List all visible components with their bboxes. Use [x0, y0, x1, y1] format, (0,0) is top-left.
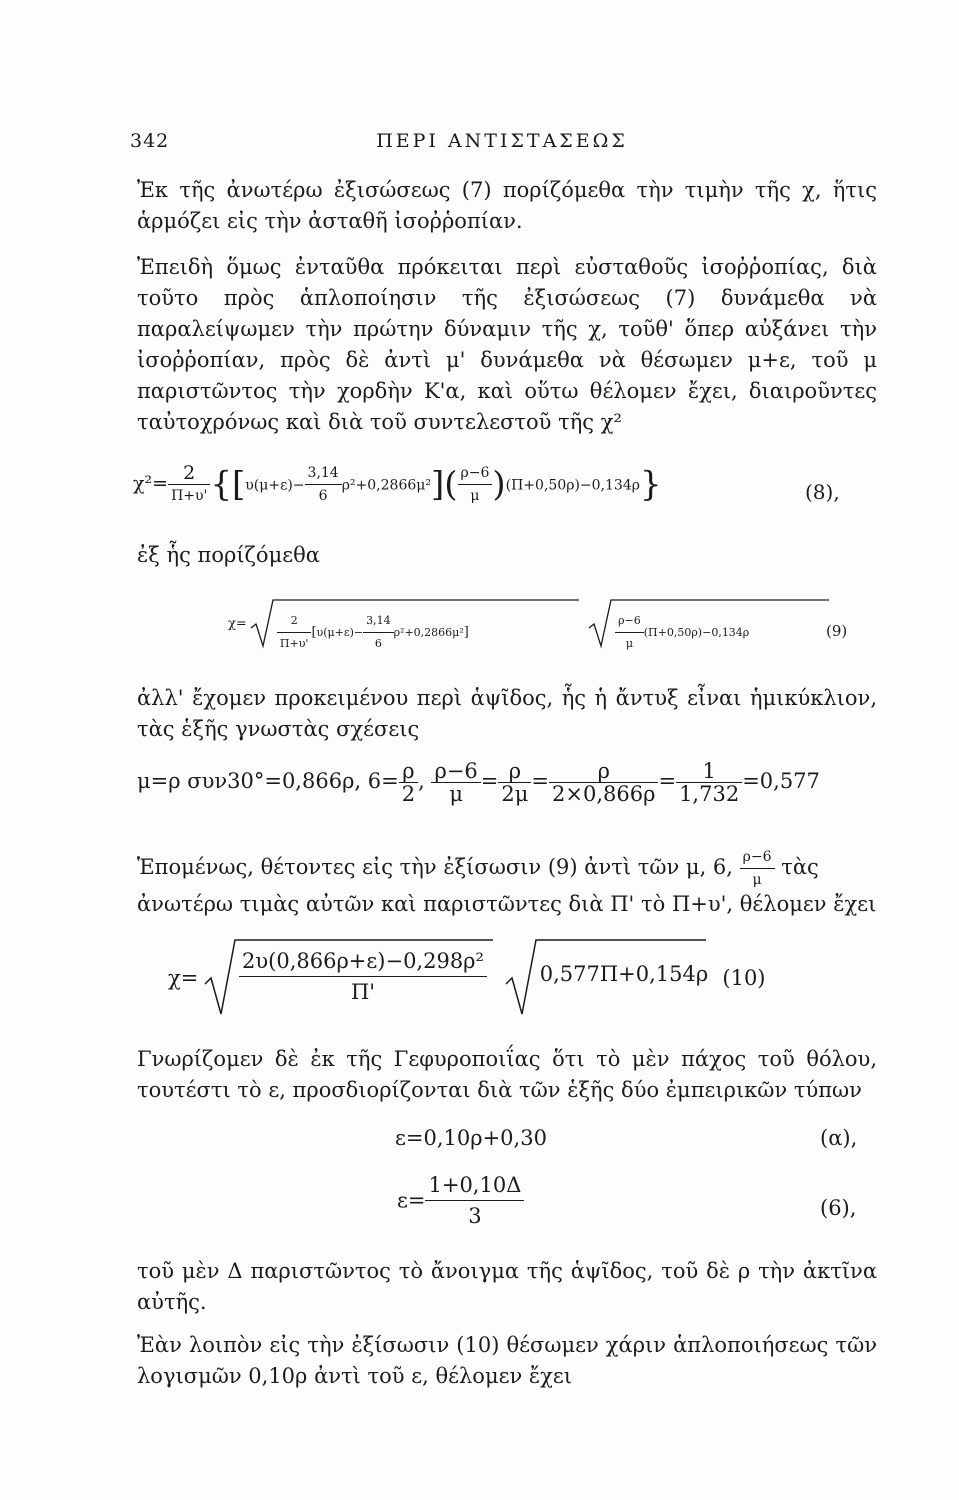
eq9-radical-1: $\frac{2}{\Pi+\upsilon'}$ [υ(μ+ε)− $\frac{3,14}{6}$ ρ²+0,2866μ²]: [251, 600, 579, 648]
rel-frac-u-num: 1: [676, 760, 742, 783]
eq9-part-3: (Π+0,50ρ)−0,134ρ: [643, 626, 750, 639]
page-number: 342: [130, 130, 170, 152]
eq10-frac-den: Π': [350, 980, 376, 1004]
eq9-frac-2-num: 3,14: [363, 610, 394, 633]
eq8-paren-close: ): [492, 464, 506, 505]
equation-8: [133, 462, 662, 507]
rel-frac-t: [549, 760, 658, 805]
p5-frac: [740, 846, 775, 891]
paragraph-8: Ἐὰν λοιπὸν εἰς τὴν ἐξίσωσιν (10) θέσωμεν χάριν ἁπλοποιήσεως τῶν λογισμῶν 0,10ρ ἀντὶ τοῦ ε, θέλομεν ἔχει: [137, 1333, 877, 1388]
eq8-part-1: υ(μ+ε)−: [245, 477, 305, 494]
rel-frac-b: [399, 760, 418, 805]
running-header: [130, 130, 874, 156]
rel-frac-b-num: ρ: [399, 760, 418, 783]
eq8-frac-3-num: ρ−6: [458, 462, 493, 485]
eq9-part-1: υ(μ+ε)−: [316, 626, 364, 639]
rel-frac-u-den: 1,732: [679, 782, 740, 806]
eq-b-tag: (6),: [820, 1196, 857, 1220]
eq8-part-3: (Π+0,50ρ)−0,134ρ: [505, 477, 640, 494]
p5-text-b: τὰς: [781, 855, 819, 879]
rel-frac-b-den: 2: [401, 782, 416, 806]
paragraph-3: ἐξ ἧς πορίζόμεθα: [137, 543, 320, 567]
paragraph-2: Ἐπειδὴ ὅμως ἐνταῦθα πρόκειται περὶ εὐσταθοῦς ἰσοῤῥοπίας, διὰ τοῦτο πρὸς ἁπλοποίησιν τῆς ἐξισώσεως (7) δυνάμεθα νὰ παραλείψωμεν τὴν πρώτην δύναμιν τῆς χ, τοῦθ' ὅπερ αὐξάνει τὴν ἰσοῤῥοπίαν, πρὸς δὲ ἀντὶ μ' δυνάμεθα νὰ θέσωμεν μ+ε, τοῦ μ παριστῶντος τὴν χορδὴν K'α, καὶ οὕτω θέλομεν ἔχει, διαιροῦντες ταὐτοχρόνως καὶ διὰ τοῦ συντελεστοῦ τῆς χ²: [137, 255, 877, 434]
eq8-frac-2: [305, 462, 342, 507]
eq8-frac-3-den: μ: [470, 488, 480, 504]
equation-10: [168, 940, 766, 1016]
eq8-part-2: ρ²+0,2866μ²: [341, 477, 431, 494]
eq8-lhs: χ²=: [133, 472, 169, 495]
paragraph-1: Ἐκ τῆς ἀνωτέρω ἐξισώσεως (7) πορίζόμεθα τὴν τιμὴν τῆς χ, ἥτις ἁρμόζει εἰς τὴν ἀσταθῆ ἰσοῤῥοπίαν.: [137, 178, 877, 233]
eq9-radical-2: [589, 600, 829, 648]
eqb-frac: [425, 1170, 524, 1231]
eq8-tag: (8),: [805, 480, 840, 504]
eq9-frac-1-den: Π+υ': [279, 637, 309, 650]
eq9-frac-3: [615, 610, 644, 655]
eq9-frac-3-den: μ: [625, 637, 633, 650]
eq10-lhs: χ=: [168, 966, 199, 990]
p5-frac-num: ρ−6: [740, 846, 775, 869]
rel-frac-s-den: 2μ: [501, 782, 529, 806]
rel-frac-s-num: ρ: [498, 760, 531, 783]
eq8-bracket-close: ](: [430, 464, 458, 505]
paragraph-4: ἀλλ' ἔχομεν προκειμένου περὶ ἁψῖδος, ἧς ἡ ἄντυξ εἶναι ἡμικύκλιον, τὰς ἑξῆς γνωστὰς σχέσεις: [137, 686, 877, 741]
rel-frac-u: [676, 760, 742, 805]
rel-b-lhs: 6=: [367, 769, 399, 793]
eq8-brace-close: }: [639, 464, 662, 505]
eq8-frac-2-num: 3,14: [305, 462, 342, 485]
p5-text-a: Ἑπομένως, θέτοντες εἰς τὴν ἐξίσωσιν (9) ἀντὶ τῶν μ, 6,: [137, 855, 733, 879]
rel-frac-r-den: μ: [449, 782, 463, 806]
eq8-brace-open: {[: [210, 464, 246, 505]
eq9-lhs: χ=: [228, 616, 247, 632]
rel-frac-t-num: ρ: [549, 760, 658, 783]
eq9-part-2: ρ²+0,2866μ²: [393, 626, 464, 639]
rel-mu: μ=ρ συν30°=0,866ρ,: [137, 769, 362, 793]
eq10-rhs: 0,577Π+0,154ρ: [539, 962, 709, 986]
page-title: ΠΕΡΙ ΑΝΤΙΣΤΑΣΕΩΣ: [376, 130, 628, 152]
eq8-frac-1: [168, 462, 210, 507]
eq8-frac-1-den: Π+υ': [171, 488, 208, 504]
eq9-frac-1-num: 2: [277, 610, 312, 633]
eq8-frac-2-den: 6: [318, 488, 328, 504]
eq9-frac-2-den: 6: [374, 637, 382, 650]
eqb-lhs: ε=: [397, 1188, 426, 1213]
rel-frac-s: [498, 760, 531, 805]
eq9-frac-2: [363, 610, 394, 655]
relations-equation: μ=ρ συν30°=0,866ρ, 6= $\frac{\rho}{2}$ , $\frac{\rho-6}{\mu}$ = $\frac{\rho}{2\mu}$ = $\frac{\rho}{2\times 0,866\rho}$ = $\frac{1}{1,732}$ =0,577: [137, 759, 820, 806]
paragraph-7: τοῦ μὲν Δ παριστῶντος τὸ ἄνοιγμα τῆς ἁψῖδος, τοῦ δὲ ρ τὴν ἀκτῖνα αὐτῆς.: [137, 1259, 877, 1314]
paragraph-5-line-1: [137, 846, 877, 891]
eq-a-tag: (α),: [820, 1126, 858, 1150]
eq10-radical-2: [506, 940, 709, 1016]
equation-9: [228, 600, 829, 648]
paragraph-6: Γνωρίζομεν δὲ ἐκ τῆς Γεφυροποιΐας ὅτι τὸ μὲν πάχος τοῦ θόλου, τουτέστι τὸ ε, προσδιορίζονται διὰ τῶν ἑξῆς δύο ἐμπειρικῶν τύπων: [137, 1047, 877, 1102]
rel-frac-r-num: ρ−6: [431, 760, 480, 783]
paragraph-5-line-2: ἀνωτέρω τιμὰς αὐτῶν καὶ παριστῶντες διὰ Π' τὸ Π+υ', θέλομεν ἔχει: [137, 892, 877, 916]
eq9-tag: (9): [826, 622, 848, 640]
eqb-frac-num: 1+0,10Δ: [425, 1170, 524, 1201]
eqb-frac-den: 3: [468, 1204, 482, 1228]
rel-frac-r: [431, 760, 480, 805]
equation-b: [397, 1170, 524, 1231]
p5-frac-den: μ: [752, 872, 762, 888]
rel-frac-t-den: 2×0,866ρ: [552, 782, 656, 806]
eq10-radical-1: [205, 940, 493, 1016]
eq9-frac-1: [277, 610, 312, 655]
rel-result: =0,577: [742, 769, 820, 793]
equation-a: ε=0,10ρ+0,30: [395, 1126, 547, 1150]
eq9-frac-3-num: ρ−6: [615, 610, 644, 633]
eq10-frac-num: 2υ(0,866ρ+ε)−0,298ρ²: [239, 946, 487, 977]
eq10-frac: [239, 946, 487, 1007]
eq8-frac-1-num: 2: [168, 462, 210, 485]
eq8-frac-3: [458, 462, 493, 507]
eq10-tag: (10): [722, 966, 766, 990]
